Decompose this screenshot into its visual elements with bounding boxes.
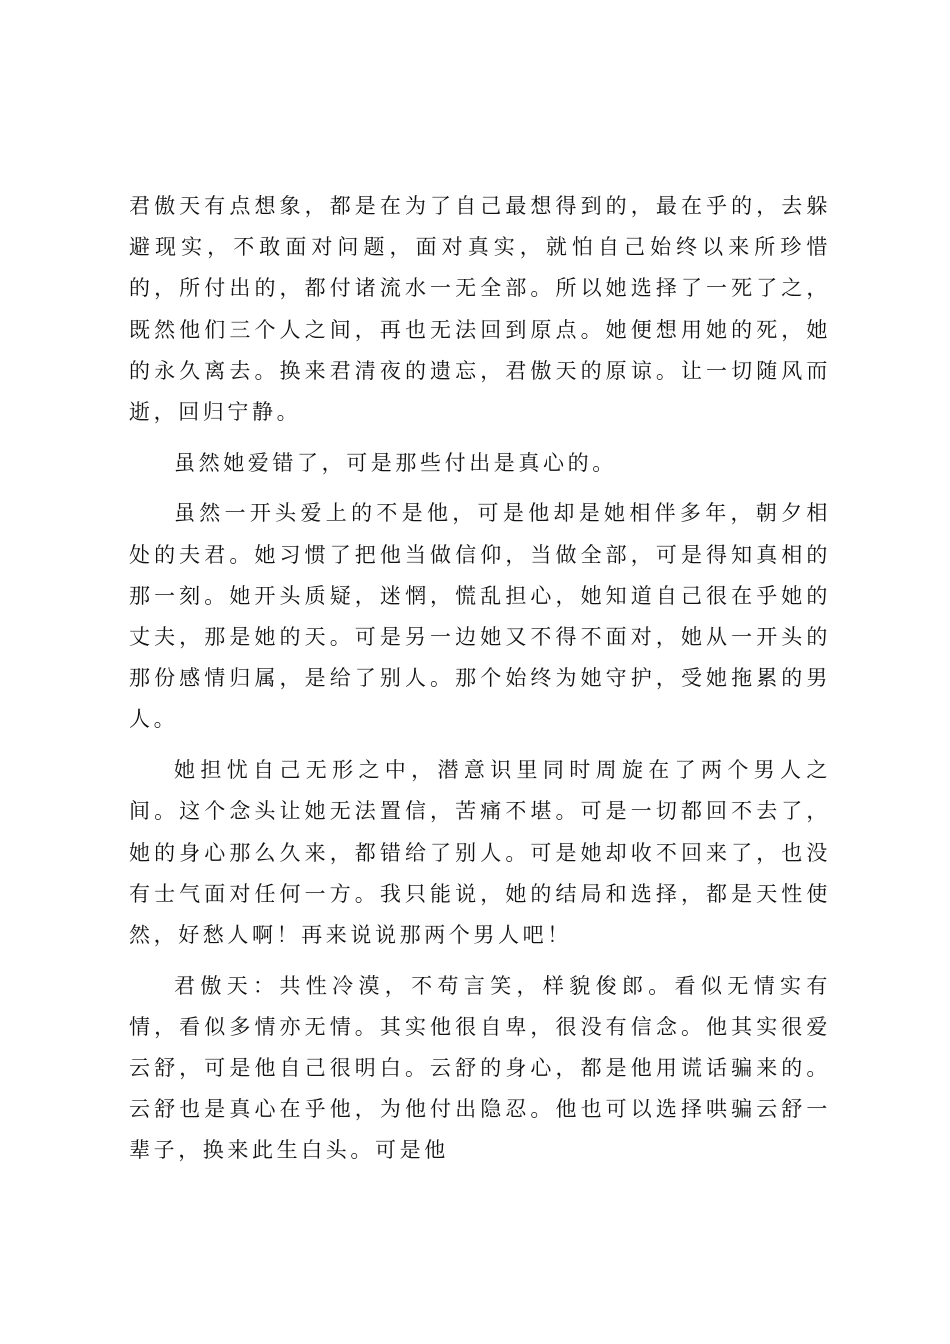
paragraph-1: 君傲天有点想象，都是在为了自己最想得到的，最在乎的，去躲避现实，不敢面对问题，面对真实，就怕自己始终以来所珍惜的，所付出的，都付诸流水一无全部。所以她选择了一死了之，既然他们三个人之间，再也无法回到原点。她便想用她的死，她的永久离去。换来君清夜的遗忘，君傲天的原谅。让一切随风而逝，回归宁静。 [129,194,831,425]
paragraph-4: 她担忧自己无形之中，潜意识里同时周旋在了两个男人之间。这个念头让她无法置信，苦痛不堪。可是一切都回不去了，她的身心那么久来，都错给了别人。可是她却收不回来了，也没有士气面对任何一方。我只能说，她的结局和选择，都是天性使然，好愁人啊！再来说说那两个男人吧！ [129,758,831,947]
document-body [129,186,831,1181]
paragraph-2: 虽然她爱错了，可是那些付出是真心的。 [174,450,617,475]
paragraph-3: 虽然一开头爱上的不是他，可是他却是她相伴多年，朝夕相处的夫君。她习惯了把他当做信仰，当做全部，可是得知真相的那一刻。她开头质疑，迷惘，慌乱担心，她知道自己很在乎她的丈夫，那是她的天。可是另一边她又不得不面对，她从一开头的那份感情归属，是给了别人。那个始终为她守护，受她拖累的男人。 [129,501,831,732]
paragraph-5: 君傲天：共性冷漠，不苟言笑，样貌俊郎。看似无情实有情，看似多情亦无情。其实他很自卑，很没有信念。他其实很爱云舒，可是他自己很明白。云舒的身心，都是他用谎话骗来的。云舒也是真心在乎他，为他付出隐忍。他也可以选择哄骗云舒一辈子，换来此生白头。可是他 [129,973,831,1163]
